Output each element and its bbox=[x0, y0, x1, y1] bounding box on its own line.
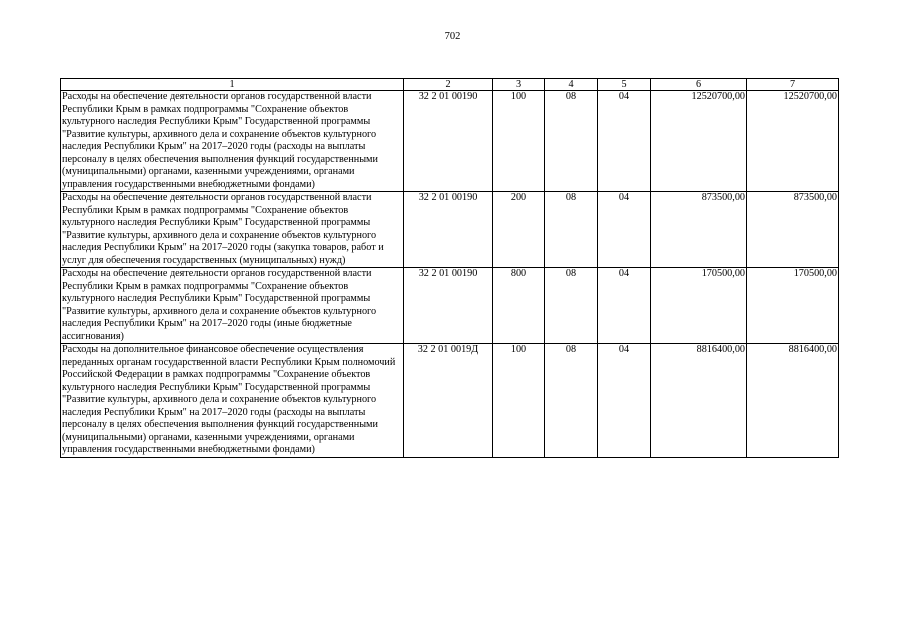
row-section: 08 bbox=[545, 192, 598, 268]
row-subsection: 04 bbox=[598, 344, 651, 458]
row-description: Расходы на обеспечение деятельности органов государственной власти Республики Крым в рамках подпрограммы "Сохранение объектов культурного наследия Республики Крым" Государственной программы "Развитие культуры, архивного дела и сохранение объектов культурного наследия Республики Крым" на 2017–2020 годы (иные бюджетные ассигнования) bbox=[61, 268, 404, 344]
row-amount-1: 170500,00 bbox=[651, 268, 747, 344]
budget-table bbox=[60, 78, 839, 458]
row-subsection: 04 bbox=[598, 268, 651, 344]
row-amount-2: 12520700,00 bbox=[747, 91, 839, 192]
header-col-7: 7 bbox=[747, 79, 839, 91]
header-row bbox=[61, 79, 839, 91]
row-expense-type: 100 bbox=[493, 91, 545, 192]
row-target-article: 32 2 01 0019Д bbox=[404, 344, 493, 458]
row-description: Расходы на обеспечение деятельности органов государственной власти Республики Крым в рамках подпрограммы "Сохранение объектов культурного наследия Республики Крым" Государственной программы "Развитие культуры, архивного дела и сохранение объектов культурного наследия Республики Крым" на 2017–2020 годы (расходы на выплаты персоналу в целях обеспечения выполнения функций государственными (муниципальными) органами, казенными учреждениями, органами управления государственными внебюджетными фондами) bbox=[61, 91, 404, 192]
row-description: Расходы на обеспечение деятельности органов государственной власти Республики Крым в рамках подпрограммы "Сохранение объектов культурного наследия Республики Крым" Государственной программы "Развитие культуры, архивного дела и сохранение объектов культурного наследия Республики Крым" на 2017–2020 годы (закупка товаров, работ и услуг для обеспечения государственных (муниципальных) нужд) bbox=[61, 192, 404, 268]
row-expense-type: 800 bbox=[493, 268, 545, 344]
row-section: 08 bbox=[545, 91, 598, 192]
header-col-1: 1 bbox=[61, 79, 404, 91]
table-row bbox=[61, 268, 839, 344]
row-section: 08 bbox=[545, 344, 598, 458]
row-amount-2: 8816400,00 bbox=[747, 344, 839, 458]
row-expense-type: 100 bbox=[493, 344, 545, 458]
header-col-4: 4 bbox=[545, 79, 598, 91]
page-number: 702 bbox=[444, 31, 461, 42]
header-col-5: 5 bbox=[598, 79, 651, 91]
header-col-2: 2 bbox=[404, 79, 493, 91]
row-amount-1: 8816400,00 bbox=[651, 344, 747, 458]
row-amount-2: 170500,00 bbox=[747, 268, 839, 344]
row-section: 08 bbox=[545, 268, 598, 344]
row-expense-type: 200 bbox=[493, 192, 545, 268]
row-amount-1: 12520700,00 bbox=[651, 91, 747, 192]
table-row bbox=[61, 91, 839, 192]
row-description: Расходы на дополнительное финансовое обеспечение осуществления переданных органам государственной власти Республики Крым полномочий Российской Федерации в рамках подпрограммы "Сохранение объектов культурного наследия Республики Крым" Государственной программы "Развитие культуры, архивного дела и сохранение объектов культурного наследия Республики Крым" на 2017–2020 годы (расходы на выплаты персоналу в целях обеспечения выполнения функций государственными (муниципальными) органами, казенными учреждениями, органами управления государственными внебюджетными фондами) bbox=[61, 344, 404, 458]
row-target-article: 32 2 01 00190 bbox=[404, 192, 493, 268]
table-row bbox=[61, 344, 839, 458]
row-target-article: 32 2 01 00190 bbox=[404, 268, 493, 344]
row-amount-1: 873500,00 bbox=[651, 192, 747, 268]
header-col-6: 6 bbox=[651, 79, 747, 91]
row-subsection: 04 bbox=[598, 91, 651, 192]
row-amount-2: 873500,00 bbox=[747, 192, 839, 268]
row-subsection: 04 bbox=[598, 192, 651, 268]
table-row bbox=[61, 192, 839, 268]
row-target-article: 32 2 01 00190 bbox=[404, 91, 493, 192]
header-col-3: 3 bbox=[493, 79, 545, 91]
